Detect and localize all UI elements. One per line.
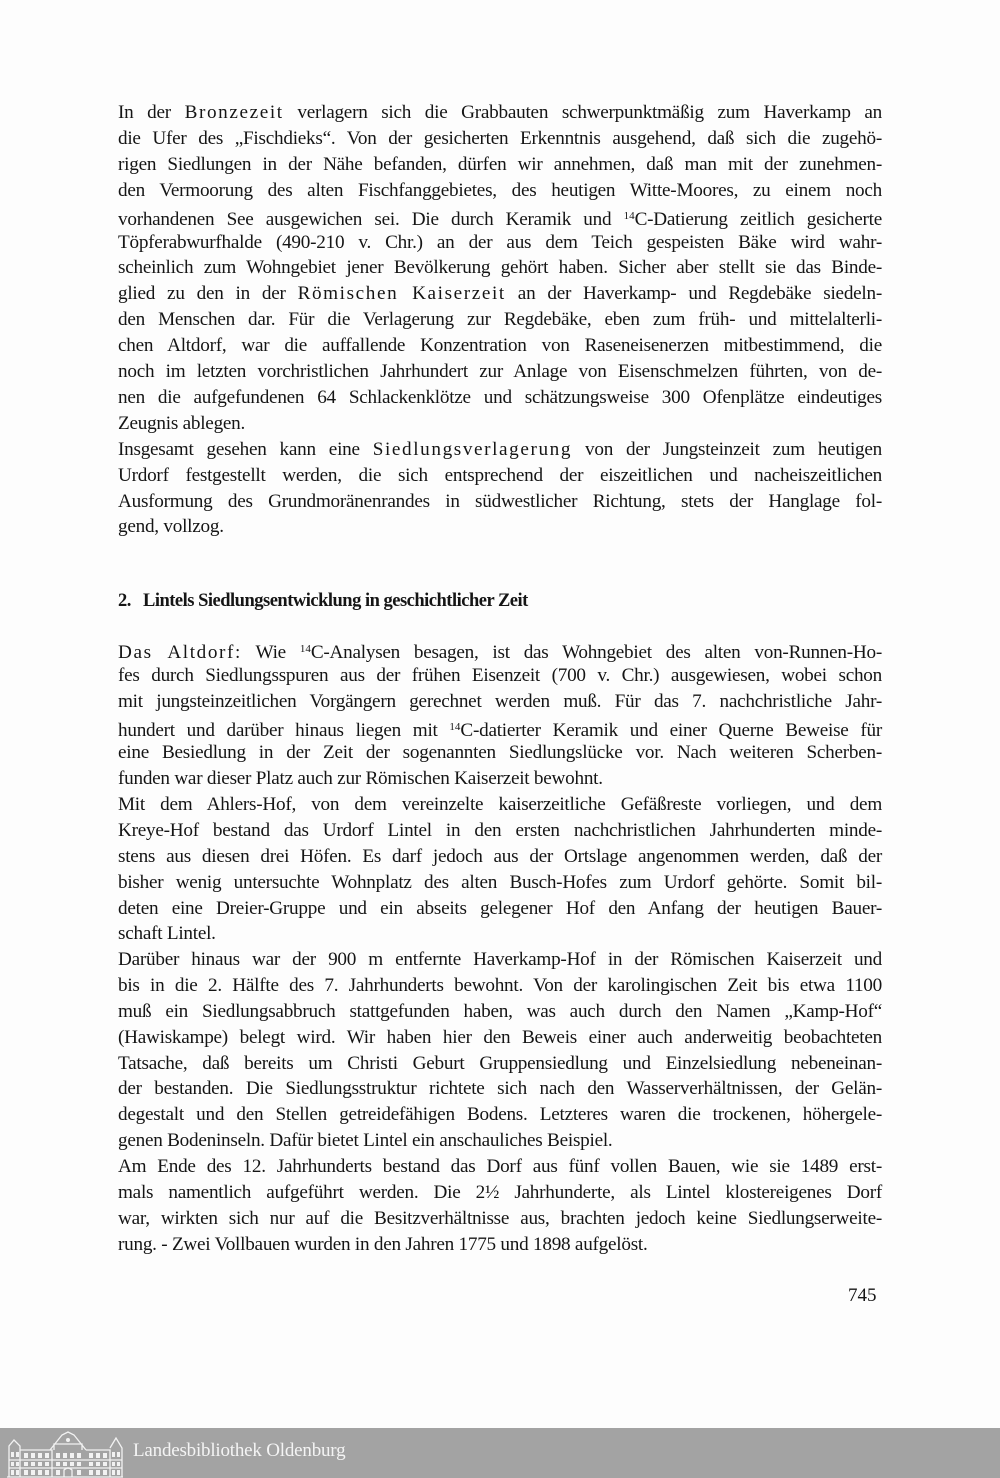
- text-line: [118, 663, 882, 689]
- isotope-superscript: 14: [449, 720, 461, 733]
- text-line: [118, 896, 882, 922]
- text-line: [118, 921, 882, 947]
- text-line: [118, 844, 882, 870]
- text-segment: rung. - Zwei Vollbauen wurden in den Jahren 1775 und 1898 aufgelöst.: [118, 1233, 648, 1255]
- text-line: [118, 1128, 882, 1154]
- text-line: [118, 126, 882, 152]
- text-segment: verlagern sich die Grabbauten schwerpunktmäßig zum Haverkamp an: [283, 102, 882, 123]
- text-line: [118, 1232, 882, 1258]
- library-building-icon: [6, 1430, 124, 1478]
- emphasized-term: Bronzezeit: [184, 102, 284, 123]
- text-segment: bisher wenig untersuchte Wohnplatz des alten Busch-Hofes zum Urdorf gehörte. Somit bil-: [118, 871, 882, 893]
- library-footer-bar: [0, 1428, 1000, 1478]
- text-segment: mit jungsteinzeitlichen Vorgängern gerechnet werden muß. Für das 7. nachchristliche Jahr-: [118, 690, 882, 712]
- text-line: [118, 792, 882, 818]
- text-segment: nen die aufgefundenen 64 Schlackenklötze und schätzungsweise 300 Ofenplätze eindeutiges: [118, 386, 882, 408]
- text-segment: Kreye-Hof bestand das Urdorf Lintel in den ersten nachchristlichen Jahrhunderten minde-: [118, 819, 882, 841]
- text-line: [118, 307, 882, 333]
- text-line: [118, 870, 882, 896]
- text-segment: genen Bodeninseln. Dafür bietet Lintel ein anschauliches Beispiel.: [118, 1130, 613, 1152]
- text-line: [118, 1180, 882, 1206]
- text-segment: deten eine Dreier-Gruppe und ein abseits gelegener Hof den Anfang der heutigen Bauer-: [118, 897, 882, 919]
- text-segment: fes durch Siedlungsspuren aus der frühen Eisenzeit (700 v. Chr.) ausgewiesen, wobei schon: [118, 664, 882, 686]
- section-heading: [118, 591, 528, 612]
- text-line: [118, 359, 882, 385]
- isotope-superscript: 14: [623, 209, 635, 222]
- text-line: [118, 385, 882, 411]
- text-line: [118, 1206, 882, 1232]
- library-name: Landesbibliothek Oldenburg: [133, 1440, 346, 1461]
- text-line: [118, 818, 882, 844]
- text-line: [118, 411, 882, 437]
- text-segment: Ausformung des Grundmoränenrandes in südwestlicher Richtung, stets der Hanglage fol-: [118, 490, 882, 512]
- text-segment: muß ein Siedlungsabbruch stattgefunden haben, was auch durch den Namen „Kamp-Hof“: [118, 1000, 882, 1022]
- text-segment: gend, vollzog.: [118, 516, 224, 538]
- text-segment: mals namentlich aufgeführt werden. Die 2½ Jahrhunderte, als Lintel klostereigenes Dorf: [118, 1181, 882, 1203]
- text-segment: stens aus diesen drei Höfen. Es darf jedoch aus der Ortslage angenommen werden, daß der: [118, 845, 882, 867]
- text-segment: von der Jungsteinzeit zum heutigen: [572, 438, 882, 460]
- text-segment: bis in die 2. Hälfte des 7. Jahrhunderts bewohnt. Von der karolingischen Zeit bis etwa 1100: [118, 975, 882, 997]
- text-line: [118, 281, 882, 307]
- text-line: [118, 637, 882, 663]
- text-segment: C-datierter Keramik und einer Querne Beweise für: [460, 719, 882, 741]
- text-segment: noch im letzten vorchristlichen Jahrhundert zur Anlage von Eisenschmelzen führten, von de-: [118, 361, 882, 382]
- text-segment: Töpferabwurfhalde (490-210 v. Chr.) an der aus dem Teich gespeisten Bäke wird wahr-: [118, 231, 882, 253]
- text-segment: Wie: [241, 642, 300, 663]
- text-segment: C-Datierung zeitlich gesicherte: [634, 208, 882, 230]
- text-segment: Urdorf festgestellt werden, die sich entsprechend der eiszeitlichen und nacheiszeitlichen: [118, 464, 882, 486]
- emphasized-term: Siedlungsverlagerung: [372, 438, 573, 460]
- text-line: [118, 437, 882, 463]
- text-segment: hundert und darüber hinaus liegen mit: [118, 719, 450, 741]
- text-line: [118, 999, 882, 1025]
- text-line: [118, 255, 882, 281]
- text-segment: der bestanden. Die Siedlungsstruktur richtete sich nach den Wasserverhältnissen, der Gelän-: [118, 1078, 882, 1100]
- text-line: [118, 489, 882, 515]
- text-segment: Zeugnis ablegen.: [118, 412, 246, 434]
- text-line: [118, 715, 882, 741]
- text-line: [118, 766, 882, 792]
- text-segment: Am Ende des 12. Jahrhunderts bestand das Dorf aus fünf vollen Bauen, wie sie 1489 erst-: [118, 1156, 882, 1177]
- text-segment: Insgesamt gesehen kann eine: [118, 438, 373, 460]
- text-segment: die Ufer des „Fischdieks“. Von der gesicherten Erkenntnis ausgehend, daß sich die zugehö-: [118, 127, 882, 149]
- text-line: [118, 1051, 882, 1077]
- text-segment: Darüber hinaus war der 900 m entfernte Haverkamp-Hof in der Römischen Kaiserzeit und: [118, 949, 882, 971]
- text-line: [118, 514, 882, 540]
- text-segment: (Hawiskampe) belegt wird. Wir haben hier den Beweis einer auch anderweitig beobachteten: [118, 1026, 882, 1048]
- text-segment: an der Haverkamp- und Regdebäke siedeln-: [505, 283, 883, 305]
- text-segment: rigen Siedlungen in der Nähe befanden, dürfen wir annehmen, daß man mit der zunehmen-: [118, 153, 882, 175]
- text-segment: funden war dieser Platz auch zur Römischen Kaiserzeit bewohnt.: [118, 768, 603, 790]
- text-segment: eine Besiedlung in der Zeit der sogenannten Siedlungslücke vor. Nach weiteren Scherben-: [118, 742, 882, 764]
- text-segment: Tatsache, daß bereits um Christi Geburt Gruppensiedlung und Einzelsiedlung nebeneinan-: [118, 1052, 882, 1074]
- text-line: [118, 333, 882, 359]
- text-segment: vorhandenen See ausgewichen sei. Die durch Keramik und: [118, 208, 624, 230]
- text-line: [118, 1076, 882, 1102]
- text-line: [118, 689, 882, 715]
- emphasized-term: Das Altdorf:: [118, 642, 242, 663]
- text-line: [118, 178, 882, 204]
- text-line: [118, 204, 882, 230]
- text-segment: schaft Lintel.: [118, 923, 216, 945]
- text-line: [118, 947, 882, 973]
- text-segment: Mit dem Ahlers-Hof, von dem vereinzelte kaiserzeitliche Gefäßreste vorliegen, und dem: [118, 794, 882, 816]
- section-title: Lintels Siedlungsentwicklung in geschichtlicher Zeit: [143, 591, 528, 611]
- text-segment: In der: [118, 102, 185, 123]
- text-segment: degestalt und den Stellen getreidefähigen Bodens. Letzteres waren die trockenen, höhergele-: [118, 1104, 882, 1126]
- text-line: [118, 463, 882, 489]
- text-line: [118, 100, 882, 126]
- text-segment: den Vermoorung des alten Fischfanggebietes, des heutigen Witte-Moores, zu einem noch: [118, 179, 882, 201]
- isotope-superscript: 14: [299, 643, 311, 655]
- text-segment: C-Analysen besagen, ist das Wohngebiet des alten von-Runnen-Ho-: [310, 642, 882, 663]
- text-segment: den Menschen dar. Für die Verlagerung zur Regdebäke, eben zum früh- und mittelalterli-: [118, 309, 882, 331]
- emphasized-term: Römischen Kaiserzeit: [297, 283, 506, 305]
- text-line: [118, 230, 882, 256]
- page-number: 745: [848, 1285, 877, 1306]
- text-segment: chen Altdorf, war die auffallende Konzentration von Raseneisenerzen mitbestimmend, die: [118, 335, 882, 357]
- text-segment: glied zu den in der: [118, 283, 298, 305]
- section-number: 2.: [118, 591, 131, 611]
- text-line: [118, 152, 882, 178]
- text-line: [118, 1154, 882, 1180]
- text-line: [118, 1102, 882, 1128]
- text-segment: scheinlich zum Wohngebiet jener Bevölkerung gehört haben. Sicher aber stellt sie das Binde-: [118, 257, 882, 279]
- text-line: [118, 740, 882, 766]
- text-line: [118, 973, 882, 999]
- text-segment: war, wirkten sich nur auf die Besitzverhältnisse aus, brachten jedoch keine Siedlungserweite-: [118, 1207, 882, 1229]
- text-line: [118, 1025, 882, 1051]
